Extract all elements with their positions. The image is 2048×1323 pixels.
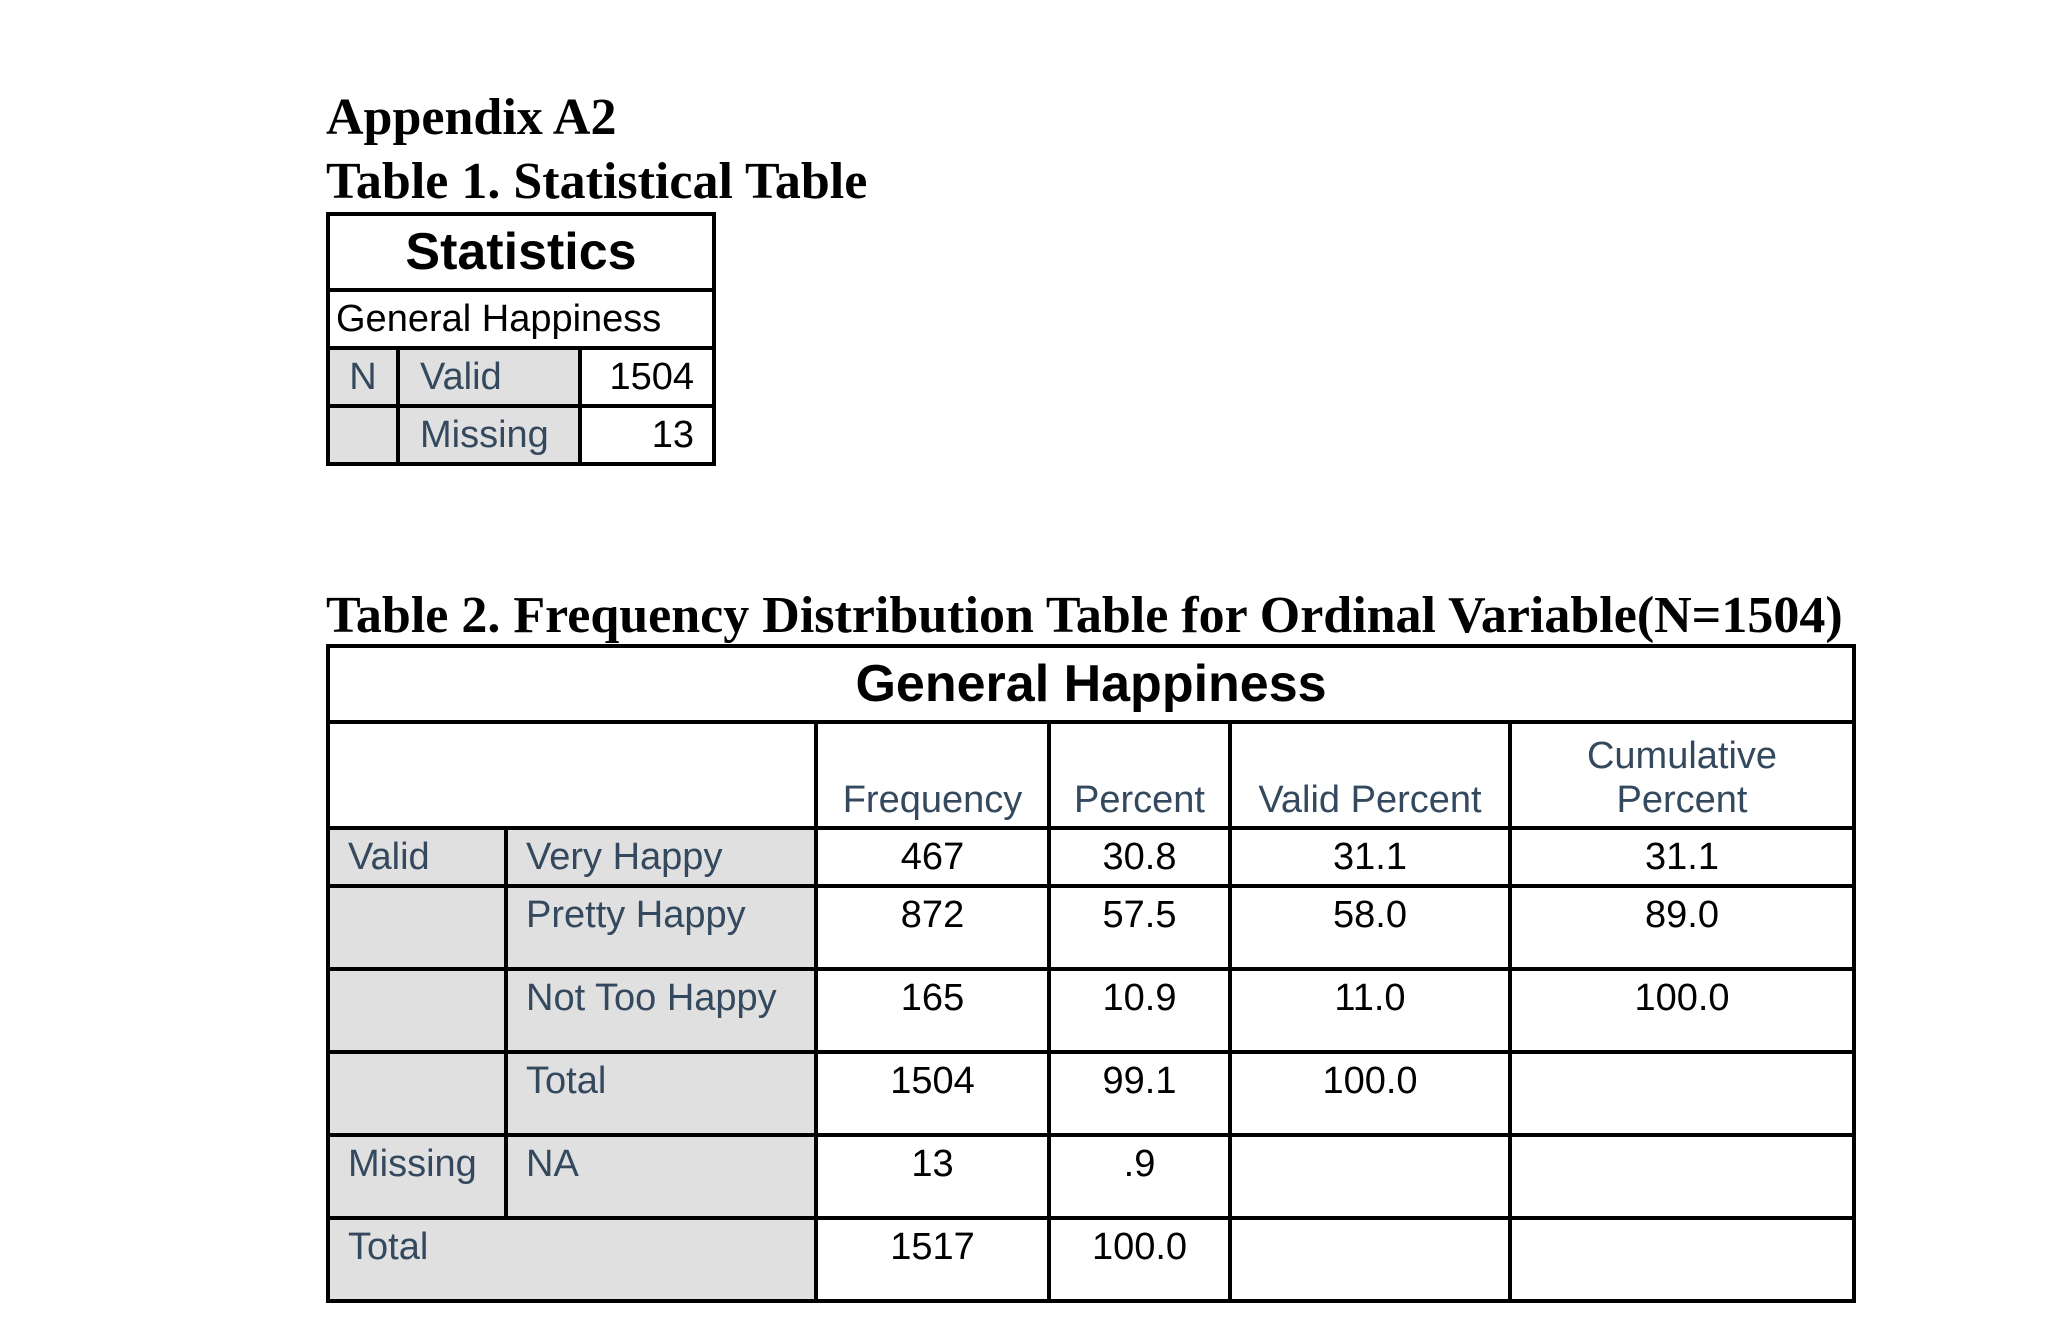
cell-percent: 100.0 [1049, 1218, 1230, 1301]
table2-caption: Table 2. Frequency Distribution Table for Ordinal Variable(N=1504) [326, 587, 1843, 644]
column-header-cumulative-percent: Cumulative Percent [1510, 722, 1854, 828]
column-header-percent: Percent [1049, 722, 1230, 828]
group-label-valid: Valid [328, 828, 506, 886]
cell-cumulative-percent [1510, 1052, 1854, 1135]
appendix-title: Appendix A2 [326, 89, 617, 146]
group-label-empty [328, 1052, 506, 1135]
cell-frequency: 165 [816, 969, 1049, 1052]
statistics-table-title: Statistics [328, 214, 714, 290]
group-label-missing: Missing [328, 1135, 506, 1218]
table-row [328, 1218, 1854, 1301]
cell-percent: .9 [1049, 1135, 1230, 1218]
cell-frequency: 872 [816, 886, 1049, 969]
row-label: Very Happy [506, 828, 816, 886]
group-label-total: Total [328, 1218, 816, 1301]
table-row [328, 828, 1854, 886]
cell-frequency: 1517 [816, 1218, 1049, 1301]
row-label: NA [506, 1135, 816, 1218]
table-row [328, 406, 714, 464]
n-label: N [328, 348, 398, 406]
cell-valid-percent: 100.0 [1230, 1052, 1510, 1135]
row-label: Missing [398, 406, 580, 464]
table-row [328, 969, 1854, 1052]
cell-frequency: 467 [816, 828, 1049, 886]
row-label: Not Too Happy [506, 969, 816, 1052]
table1-caption: Table 1. Statistical Table [326, 153, 868, 210]
table-row [328, 1135, 1854, 1218]
cell-cumulative-percent: 89.0 [1510, 886, 1854, 969]
cell-percent: 30.8 [1049, 828, 1230, 886]
row-label: Total [506, 1052, 816, 1135]
cell-cumulative-percent: 100.0 [1510, 969, 1854, 1052]
statistics-variable-name: General Happiness [328, 290, 714, 348]
cell-cumulative-percent [1510, 1135, 1854, 1218]
cell-valid-percent [1230, 1218, 1510, 1301]
frequency-table [326, 644, 1856, 1303]
cell-valid-percent: 11.0 [1230, 969, 1510, 1052]
cell-percent: 99.1 [1049, 1052, 1230, 1135]
table-row [328, 886, 1854, 969]
statistics-table [326, 212, 716, 466]
group-label-empty [328, 886, 506, 969]
row-label: Valid [398, 348, 580, 406]
cell-frequency: 1504 [816, 1052, 1049, 1135]
table-row [328, 1052, 1854, 1135]
column-header-frequency: Frequency [816, 722, 1049, 828]
cell-percent: 57.5 [1049, 886, 1230, 969]
cell-valid-percent [1230, 1135, 1510, 1218]
cell-percent: 10.9 [1049, 969, 1230, 1052]
cell-valid-percent: 58.0 [1230, 886, 1510, 969]
cell-value: 1504 [580, 348, 714, 406]
cell-value: 13 [580, 406, 714, 464]
table-row [328, 348, 714, 406]
column-header-valid-percent: Valid Percent [1230, 722, 1510, 828]
cell-cumulative-percent [1510, 1218, 1854, 1301]
frequency-table-title: General Happiness [328, 646, 1854, 722]
header-corner [328, 722, 816, 828]
row-label: Pretty Happy [506, 886, 816, 969]
cell-frequency: 13 [816, 1135, 1049, 1218]
cell-valid-percent: 31.1 [1230, 828, 1510, 886]
n-label-empty [328, 406, 398, 464]
group-label-empty [328, 969, 506, 1052]
cell-cumulative-percent: 31.1 [1510, 828, 1854, 886]
